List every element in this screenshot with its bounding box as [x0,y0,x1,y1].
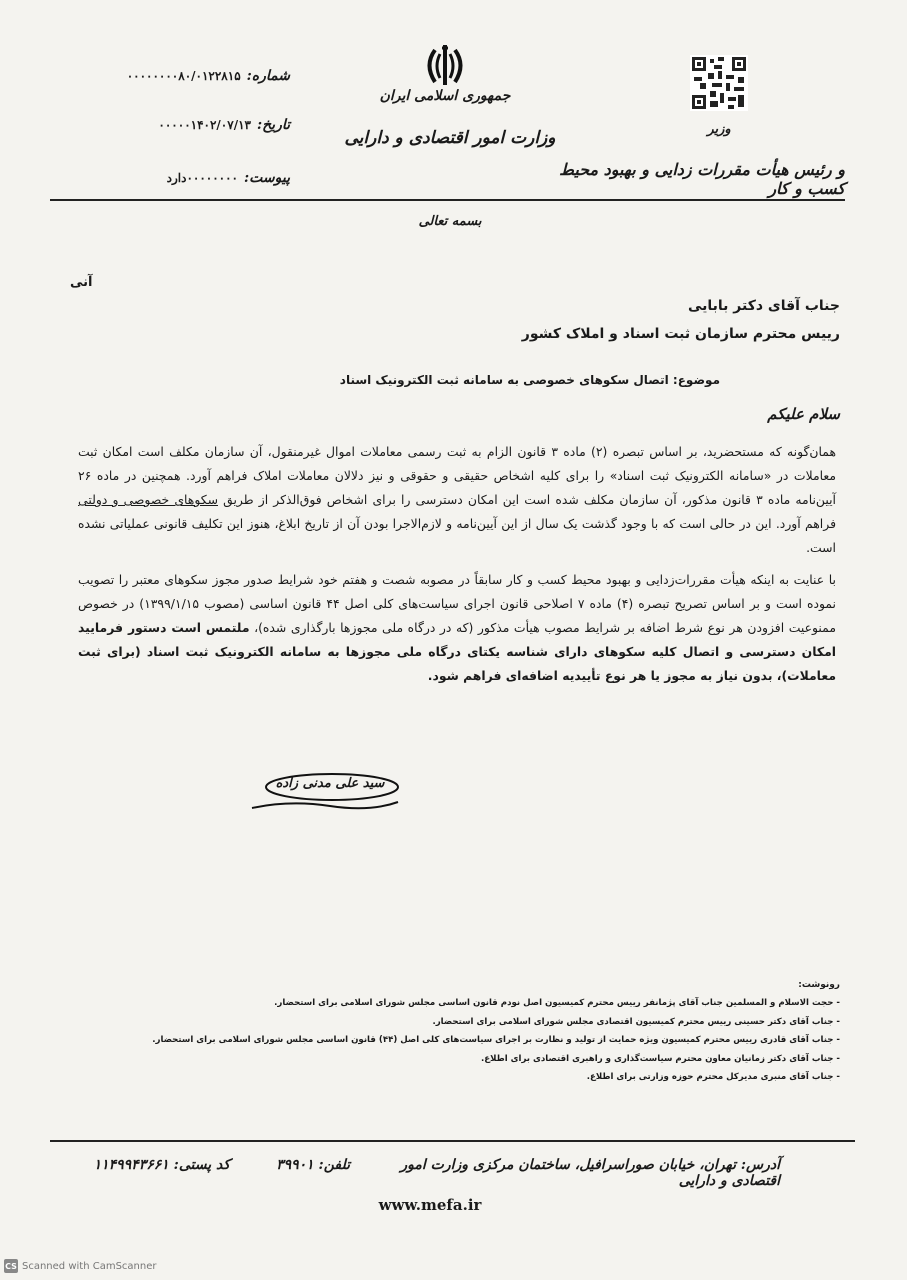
body-paragraph-2 [78,568,836,688]
footer-website[interactable]: www.mefa.ir [378,1196,482,1214]
cc-list [150,994,840,1087]
ministry-name: وزارت امور اقتصادی و دارایی [344,128,556,148]
letter-attachment [60,170,290,186]
body-paragraph-1-text: همان‌گونه که مستحضرید، بر اساس تبصره (۲) ماده ۳ قانون الزام به ثبت رسمی معاملات اموال غیرمنقول، آن سازمان مکلف است امکان ثبت معاملات در «سامانه الکترونیک ثبت اسناد» را برای کلیه اشخاص حقیقی و حقوقی و نیز دلالان معاملات املاک فراهم آورد. همچنین در ماده ۲۶ آیین‌نامه ماده ۳ قانون مذکور، آن سازمان مکلف شده است این امکان دسترسی را برای اشخاص فوق‌الذکر از طریق [78,444,836,507]
republic-name: جمهوری اسلامی ایران [379,88,511,104]
minister-title: وزیر [707,122,731,137]
greeting: سلام علیکم [767,405,840,423]
cc-item: - جناب آقای دکتر حسینی رییس محترم کمیسیون اقتصادی مجلس شورای اسلامی برای استحضار. [432,1016,840,1027]
letter-attachment-value: ۰۰۰۰۰۰۰۰دارد [166,171,238,185]
invocation: بسمه تعالی [418,214,482,229]
cc-title: رونوشت: [798,980,840,990]
iran-emblem-icon [420,40,470,90]
letter-subject: موضوع: اتصال سکوهای خصوصی به سامانه ثبت الکترونیک اسناد [339,373,720,387]
footer-address: آدرس: تهران، خیابان صوراسرافیل، ساختمان مرکزی وزارت امور اقتصادی و دارایی [400,1157,780,1189]
signatory-name: سید علی مدنی زاده [275,776,385,791]
header-divider [50,199,845,201]
letter-date-label: تاریخ: [256,117,290,133]
cc-item: - جناب آقای دکتر زمانیان معاون محترم سیاست‌گذاری و راهبری اقتصادی برای اطلاع. [480,1053,840,1064]
letter-number [60,68,290,84]
letter-number-value: ۰۰۰۰۰۰۰۰۸۰/۰۱۲۲۸۱۵ [126,69,241,83]
footer-divider [50,1140,855,1142]
footer-phone: تلفن: ۳۹۹۰۱ [276,1157,350,1173]
recipient-name: جناب آقای دکتر بابایی [687,298,840,314]
footer-postal-code: کد پستی: ۱۱۴۹۹۴۳۶۶۱ [93,1157,230,1173]
letter-attachment-label: پیوست: [244,170,290,186]
body-paragraph-1-end: فراهم آورد. این در حالی است که با وجود گذشت یک سال از این آیین‌نامه و لازم‌الاجرا بودن آن از تاریخ ابلاغ، هنوز این تکلیف قانونی عملیاتی نشده است. [78,516,836,555]
letter-body [78,440,836,696]
letter-date-value: ۰۰۰۰۰۱۴۰۲/۰۷/۱۳ [158,118,251,132]
qr-code-icon [690,55,748,111]
scanner-watermark [4,1258,194,1274]
body-paragraph-1 [78,440,836,560]
camscanner-logo-icon: CS [4,1259,18,1273]
scanner-label: Scanned with CamScanner [22,1260,157,1272]
body-request-bold: ملتمس است دستور فرمایید امکان دسترسی و اتصال کلیه سکوهای دارای شناسه یکتای درگاه ملی مجوزها به سامانه الکترونیک ثبت اسناد (برای ثبت معاملات)، بدون نیاز به مجوز یا هر نوع تأییدیه اضافه‌ای فراهم شود. [78,620,836,683]
urgency-label: آنی [70,275,93,290]
letter-number-label: شماره: [246,68,290,84]
recipient-position: رییس محترم سازمان ثبت اسناد و املاک کشور [521,326,840,342]
cc-item: - حجت الاسلام و المسلمین جناب آقای پژمانفر رییس محترم کمیسیون اصل نودم قانون اساسی مجلس شورای اسلامی برای استحضار. [274,998,840,1008]
committee-title: و رئیس هیأت مقررات زدایی و بهبود محیط کسب و کار [559,160,845,198]
body-underlined-phrase: سکوهای خصوصی و دولتی [78,492,218,507]
cc-item: - جناب آقای قادری رییس محترم کمیسیون ویژه حمایت از تولید و نظارت بر اجرای سیاست‌های کلی اصل (۴۴) قانون اساسی مجلس شورای اسلامی برای استحضار. [152,1035,840,1045]
body-paragraph-2-text: با عنایت به اینکه هیأت مقررات‌زدایی و بهبود محیط کسب و کار سابقاً در مصوبه شصت و هفتم خود شرایط صدور مجوز سکوهای معتبر را تصویب نموده است و بر اساس تصریح تبصره (۴) ماده ۷ اصلاحی قانون اجرای سیاست‌های کلی اصل ۴۴ قانون اساسی (مصوب ۱۳۹۹/۱/۱۵) در خصوص ممنوعیت افزودن هر نوع شرط اضافه بر شرایط مصوب هیأت مذکور (که در درگاه ملی مجوزها بارگذاری شده)، [78,572,836,635]
letter-date [60,117,290,133]
cc-item: - جناب آقای منبری مدیرکل محترم حوزه وزارتی برای اطلاع. [586,1072,840,1082]
